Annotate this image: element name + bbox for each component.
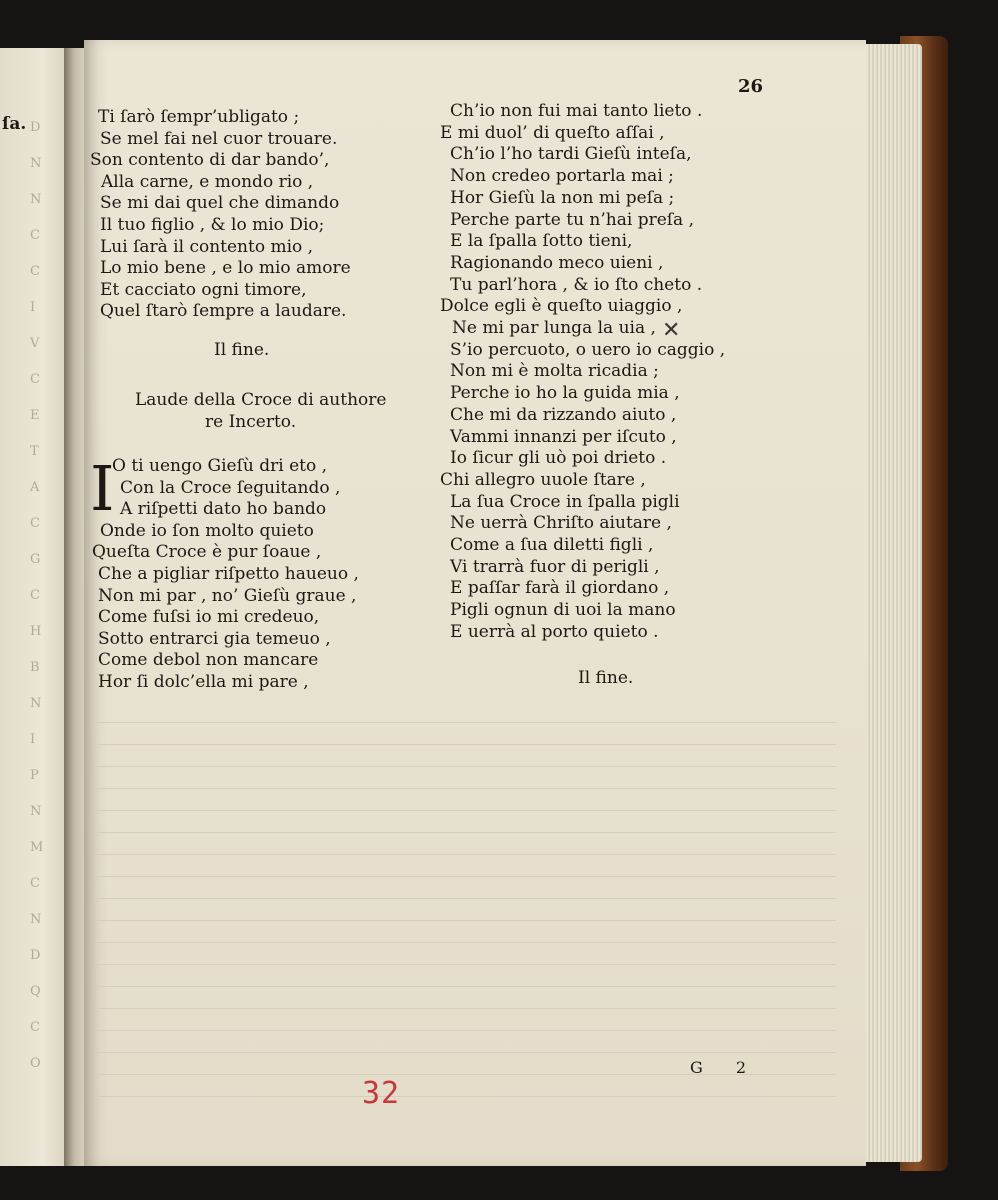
show-through-rule xyxy=(96,964,836,965)
left-page-ghost-letter: C xyxy=(30,588,40,603)
left-page-ghost-letter: N xyxy=(30,192,42,207)
verse-line: Pigli ognun di uoi la mano xyxy=(450,600,676,621)
verse-line: Non mi è molta ricadia ; xyxy=(450,361,659,382)
verse-line: Ragionando meco uieni , xyxy=(450,252,664,273)
verse-line: Chi allegro uuole ſtare , xyxy=(440,469,646,490)
verse-line: Come fuſsi io mi credeuo, xyxy=(98,607,320,628)
verse-line: O ti uengo Gieſù dri eto , xyxy=(112,456,327,476)
show-through-rule xyxy=(96,744,836,745)
show-through-rule xyxy=(96,1030,836,1031)
show-through-rule xyxy=(96,854,836,855)
verse-line: Non credeo portarla mai ; xyxy=(450,166,674,187)
verse-line: Dolce egli è queſto uiaggio , xyxy=(440,296,683,317)
verse-line: Ch’io non fui mai tanto lieto . xyxy=(450,101,703,121)
left-page-ghost-letter: D xyxy=(30,120,41,135)
verse-line: Queſta Croce è pur ſoaue , xyxy=(92,542,322,563)
page-number: 26 xyxy=(738,76,764,97)
verse-line: Come a ſua diletti figli , xyxy=(450,535,654,555)
verse-line: Sotto entrarci gia temeuo , xyxy=(98,628,331,649)
show-through-rule xyxy=(96,1052,836,1053)
left-page-ghost-letter: N xyxy=(30,804,42,819)
verse-line: Hor Gieſù la non mi peſa ; xyxy=(450,187,675,208)
left-page-ghost-letter: B xyxy=(30,660,40,675)
section-heading-line2: re Incerto. xyxy=(205,412,297,432)
verse-line: Lo mio bene , e lo mio amore xyxy=(100,258,351,279)
verse-line: Lui ſarà il contento mio , xyxy=(100,236,314,257)
verse-line: Il tuo figlio , & lo mio Dio; xyxy=(100,215,325,235)
left-page-ghost-letter: C xyxy=(30,372,40,387)
verse-line: Ne uerrà Chriſto aiutare , xyxy=(450,513,672,534)
verse-line: Son contento di dar bando’, xyxy=(90,150,330,171)
show-through-rule xyxy=(96,876,836,877)
verse-line: S’io percuoto, o uero io caggio , xyxy=(450,339,726,360)
left-page-ghost-letter: C xyxy=(30,264,40,279)
verse-line: Che mi da rizzando aiuto , xyxy=(450,404,677,425)
left-page-ghost-letter: V xyxy=(30,336,40,351)
left-page-ghost-letter: O xyxy=(30,1056,41,1071)
verse-line: Io ſicur gli uò poi drieto . xyxy=(450,448,667,469)
verse-line: E la ſpalla ſotto tieni, xyxy=(450,231,633,252)
verse-line: Quel ſtarò ſempre a laudare. xyxy=(100,301,347,322)
verse-line: Con la Croce ſeguitando , xyxy=(120,477,341,498)
verse-line: Come debol non mancare xyxy=(98,650,319,671)
verse-line: Se mel fai nel cuor trouare. xyxy=(100,128,338,149)
left-page-ghost-letter: I xyxy=(30,732,36,747)
verse-line: E mi duol’ di queſto aſſai , xyxy=(440,122,665,143)
verse-line: Perche io ho la guida mia , xyxy=(450,383,680,404)
fine-marker-right: Il fine. xyxy=(578,668,634,688)
left-page-word: ſa. xyxy=(2,114,27,134)
show-through-rule xyxy=(96,1096,836,1097)
left-page-ghost-letter: C xyxy=(30,876,40,891)
show-through-rule xyxy=(96,766,836,767)
verse-line: Ti ſarò ſempr’ubligato ; xyxy=(98,107,300,127)
verse-line: Che a pigliar riſpetto haueuo , xyxy=(98,564,359,584)
verse-line: Vammi innanzi per iſcuto , xyxy=(450,426,677,447)
left-page-ghost-letter: D xyxy=(30,948,41,963)
verse-line: Hor ſi dolc’ella mi pare , xyxy=(98,672,309,692)
left-page-ghost-letter: T xyxy=(30,444,39,459)
left-page-ghost-letter: N xyxy=(30,156,42,171)
left-page-ghost-letter: C xyxy=(30,228,40,243)
left-page-ghost-letter: C xyxy=(30,516,40,531)
show-through-rule xyxy=(96,810,836,811)
show-through-rule xyxy=(96,920,836,921)
show-through-rule xyxy=(96,788,836,789)
left-page-ghost-letter: N xyxy=(30,912,42,927)
left-page-ghost-letter: A xyxy=(30,480,40,495)
page-block-edges xyxy=(858,44,922,1162)
verse-line: Se mi dai quel che dimando xyxy=(100,193,340,214)
verse-line: E paſſar farà il giordano , xyxy=(450,578,670,599)
verse-line: Alla carne, e mondo rio , xyxy=(101,171,314,192)
section-heading-line1: Laude della Croce di authore xyxy=(135,390,387,410)
show-through-rule xyxy=(96,722,836,723)
show-through-rule xyxy=(96,898,836,899)
left-page-ghost-letter: M xyxy=(30,840,44,855)
verse-line: Et cacciato ogni timore, xyxy=(100,279,307,300)
left-page-fragment xyxy=(0,48,72,1166)
show-through-rule xyxy=(96,986,836,987)
verse-line: E uerrà al porto quieto . xyxy=(450,621,659,642)
verse-line: La ſua Croce in ſpalla pigli xyxy=(450,491,680,512)
show-through-rule xyxy=(96,832,836,833)
left-page-ghost-letter: Q xyxy=(30,984,41,999)
left-page-ghost-letter: H xyxy=(30,624,42,639)
show-through-rule xyxy=(96,942,836,943)
margin-x-mark: ✕ xyxy=(662,318,681,343)
verse-line: Non mi par , no’ Gieſù graue , xyxy=(98,585,357,606)
verse-line: Ch’io l’ho tardi Gieſù inteſa, xyxy=(450,144,692,165)
verse-line: Ne mi par lunga la uia , xyxy=(452,318,656,338)
verse-line: Vi trarrà fuor di perigli , xyxy=(450,556,660,577)
signature-mark: G 2 xyxy=(690,1058,761,1077)
fine-marker-left: Il fine. xyxy=(214,340,270,360)
show-through-rule xyxy=(96,1008,836,1009)
library-stamp: 32 xyxy=(362,1076,401,1111)
drop-cap-initial: I xyxy=(90,452,115,525)
left-page-ghost-letter: P xyxy=(30,768,39,783)
verse-line: A riſpetti dato ho bando xyxy=(120,499,327,520)
verse-line: Onde io ſon molto quieto xyxy=(100,520,314,541)
left-page-ghost-letter: I xyxy=(30,300,36,315)
left-page-ghost-letter: G xyxy=(30,552,41,567)
left-page-ghost-letter: N xyxy=(30,696,42,711)
left-page-ghost-letter: E xyxy=(30,408,40,423)
verse-line: Tu parl’hora , & io ſto cheto . xyxy=(450,274,703,295)
verse-line: Perche parte tu n’hai preſa , xyxy=(450,209,695,230)
left-page-ghost-letter: C xyxy=(30,1020,40,1035)
